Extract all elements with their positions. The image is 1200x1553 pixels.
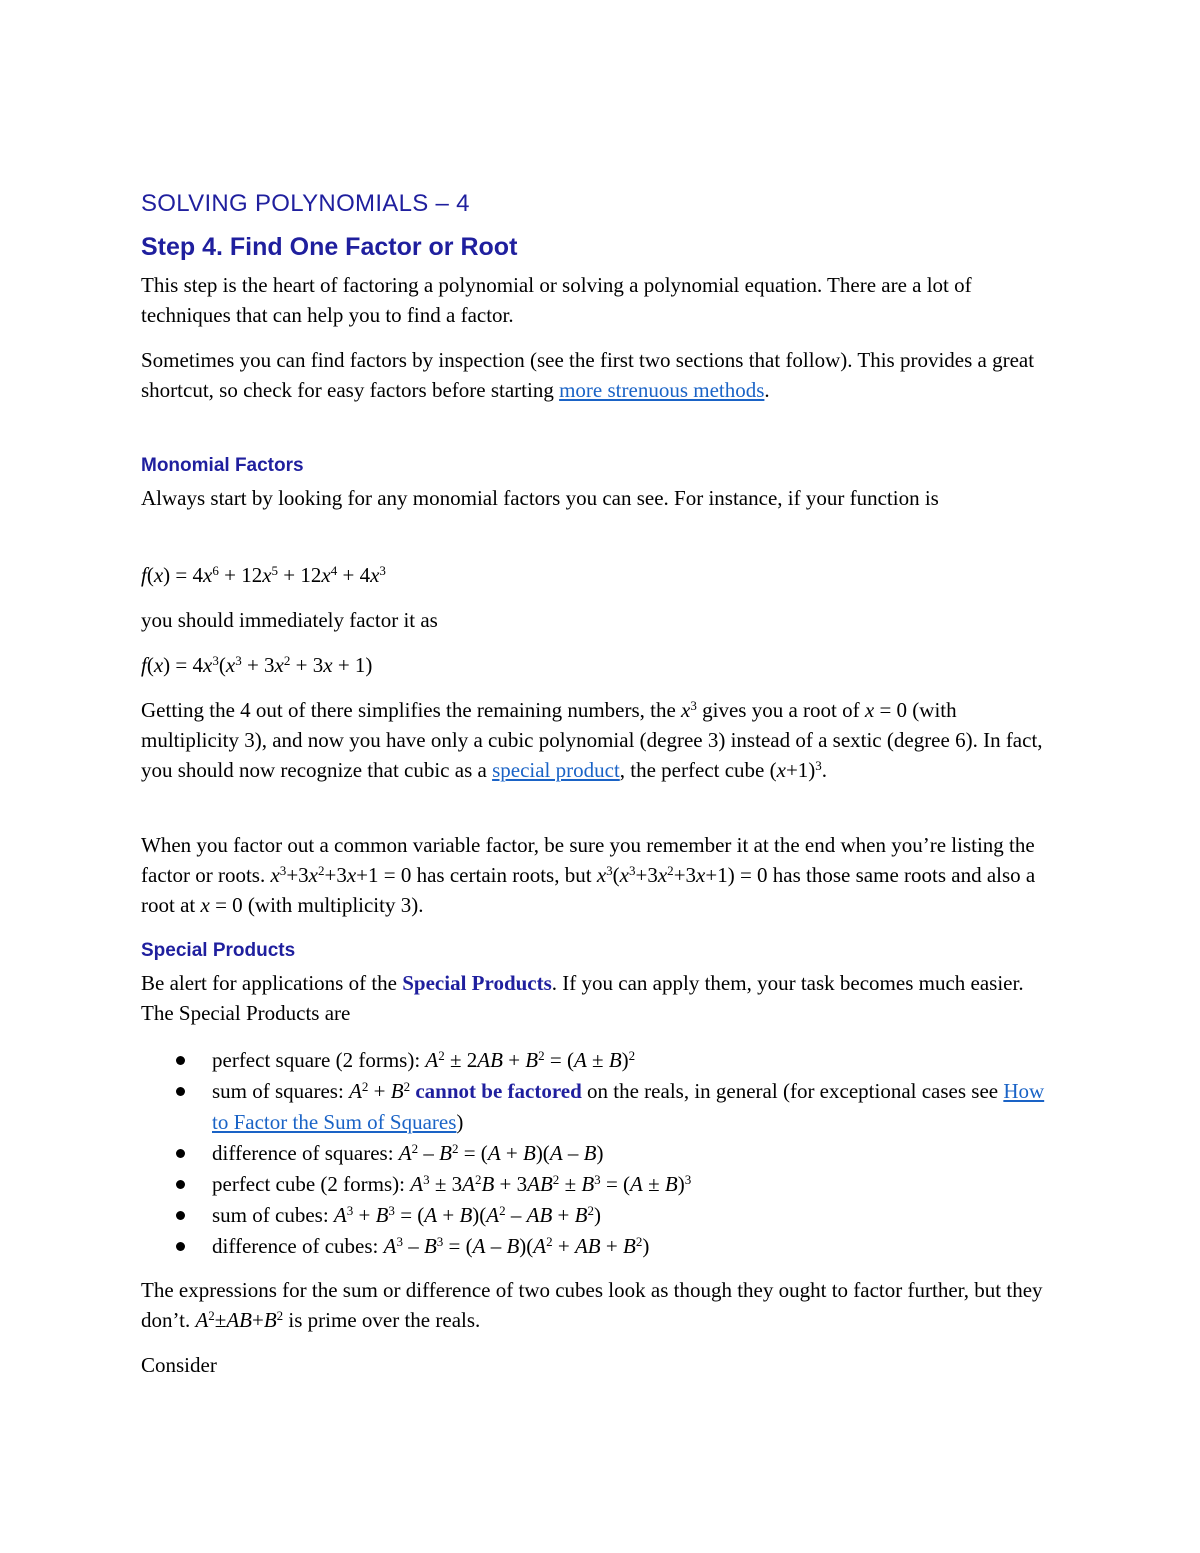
- list-item-perfect-square: perfect square (2 forms): $A^2 \pm 2AB + B^2 = (A \pm B)^2$: [141, 1045, 1056, 1076]
- bullet-icon: [176, 1211, 185, 1220]
- intro-paragraph: This step is the heart of factoring a polynomial or solving a polynomial equation. There are a lot of techniques that can help you to find a factor.: [141, 273, 972, 327]
- cubes-prime-paragraph: The expressions for the sum or difference of two cubes look as though they ought to factor further, but they don’t. $A^2\pm AB+B^2$ is prime over the reals.: [141, 1278, 1043, 1332]
- step-heading: Step 4. Find One Factor or Root: [141, 233, 518, 261]
- more-strenuous-methods-link[interactable]: more strenuous methods: [559, 378, 765, 402]
- document-title: SOLVING POLYNOMIALS – 4: [141, 190, 470, 217]
- list-item-difference-of-squares: difference of squares: $A^2 - B^2 = (A + B)(A - B)$: [141, 1138, 1056, 1169]
- list-item-sum-of-squares: sum of squares: $A^2 + B^2$ cannot be factored on the reals, in general (for exceptional cases see How to Factor the Sum of Squares): [141, 1076, 1056, 1138]
- bullet-icon: [176, 1242, 185, 1251]
- special-products-list: [141, 1045, 1056, 1262]
- bullet-icon: [176, 1087, 185, 1096]
- special-products-term: Special Products: [402, 971, 552, 995]
- factor-instruction: you should immediately factor it as: [141, 608, 438, 632]
- multiplicity-paragraph: Getting the 4 out of there simplifies the remaining numbers, the $x^3$ gives you a root of x = 0 (with multiplicity 3), and now you have only a cubic polynomial (degree 3) instead of a sextic (degree 6). In fact, you should now recognize that cubic as a special product, the perfect cube $(x+1)^3$.: [141, 697, 1043, 782]
- special-products-heading: Special Products: [141, 940, 296, 961]
- monomial-factors-heading: Monomial Factors: [141, 455, 304, 476]
- monomial-paragraph: Always start by looking for any monomial factors you can see. For instance, if your function is: [141, 486, 939, 510]
- cannot-be-factored-emphasis: cannot be factored: [415, 1079, 582, 1103]
- list-item-difference-of-cubes: difference of cubes: $A^3 - B^3 = (A - B)(A^2$ + AB + $B^2$): [141, 1231, 1056, 1262]
- special-products-intro: Be alert for applications of the Special Products. If you can apply them, your task becomes much easier. The Special Products are: [141, 971, 1024, 1025]
- bullet-icon: [176, 1180, 185, 1189]
- equation-factored: $f(x) = 4x^3(x^3 + 3x^2 + 3x + 1)$: [141, 652, 373, 677]
- list-item-perfect-cube: perfect cube (2 forms): $A^3 \pm 3A^2B + 3AB^2 \pm B^3 = (A \pm B)^3$: [141, 1169, 1056, 1200]
- bullet-icon: [176, 1149, 185, 1158]
- shortcut-paragraph: [141, 345, 1056, 405]
- equation-original: $f(x) = 4x^6 + 12x^5 + 12x^4 + 4x^3$: [141, 562, 386, 587]
- bullet-icon: [176, 1056, 185, 1065]
- common-factor-paragraph: When you factor out a common variable factor, be sure you remember it at the end when you’re listing the factor or roots. $x^3+3x^2+3x+1 = 0$ has certain roots, but $x^3(x^3+3x^2+3x+1) = 0$ has those same roots and also a root at x = 0 (with multiplicity 3).: [141, 833, 1036, 917]
- special-product-link[interactable]: special product: [492, 758, 620, 782]
- list-item-sum-of-cubes: sum of cubes: $A^3 + B^3 = (A + B)(A^2$ – AB + $B^2$): [141, 1200, 1056, 1231]
- shortcut-text-end: .: [764, 378, 770, 402]
- sum-of-squares-link[interactable]: How to Factor the Sum of Squares: [212, 1079, 1045, 1134]
- shortcut-text: Sometimes you can find factors by inspection (see the first two sections that follow). This provides a great shortcut, so check for easy factors before starting: [141, 348, 1035, 402]
- consider-text: Consider: [141, 1353, 217, 1377]
